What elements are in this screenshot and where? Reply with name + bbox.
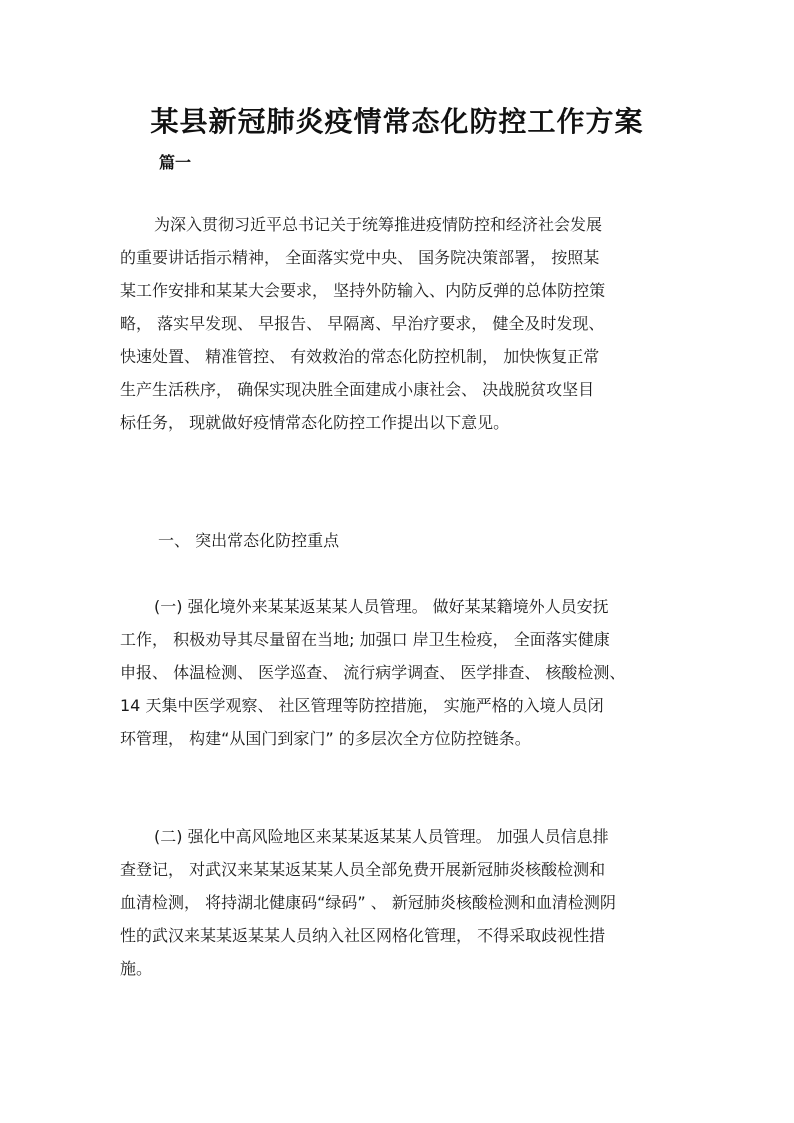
paragraph-line: 血清检测， 将持湖北健康码“绿码” 、 新冠肺炎核酸检测和血清检测阴 <box>120 893 616 912</box>
document-title: 某县新冠肺炎疫情常态化防控工作方案 <box>150 105 644 138</box>
item-one-paragraph <box>120 590 680 755</box>
paragraph-line: 某工作安排和某某大会要求， 坚持外防输入、内防反弹的总体防控策 <box>120 281 606 300</box>
paragraph-line: 标任务， 现就做好疫情常态化防控工作提出以下意见。 <box>120 413 510 432</box>
paragraph-line: 为深入贯彻习近平总书记关于统筹推进疫情防控和经济社会发展 <box>154 215 603 234</box>
paragraph-line: 略， 落实早发现、 早报告、 早隔离、早治疗要求， 健全及时发现、 <box>120 314 605 333</box>
paragraph-line: 申报、 体温检测、 医学巡查、 流行病学调查、 医学排查、 核酸检测、 <box>120 663 626 682</box>
paragraph-line: 性的武汉来某某返某某人员纳入社区网格化管理， 不得采取歧视性措 <box>120 926 606 945</box>
paragraph-line: 生产生活秩序， 确保实现决胜全面建成小康社会、 决战脱贫攻坚目 <box>120 380 595 399</box>
paragraph-line: 施。 <box>120 959 153 978</box>
document-subtitle: 篇一 <box>159 153 192 172</box>
paragraph-line: 快速处置、 精准管控、 有效救治的常态化防控机制， 加快恢复正常 <box>120 347 600 366</box>
paragraph-line: 工作， 积极劝导其尽量留在当地; 加强口 岸卫生检疫， 全面落实健康 <box>120 630 610 649</box>
section-heading: 一、 突出常态化防控重点 <box>158 531 340 550</box>
paragraph-line: 查登记， 对武汉来某某返某某人员全部免费开展新冠肺炎核酸检测和 <box>120 860 606 879</box>
item-two-paragraph <box>120 820 680 985</box>
paragraph-line: (一) 强化境外来某某返某某人员管理。 做好某某籍境外人员安抚 <box>154 597 609 616</box>
paragraph-line: 的重要讲话指示精神， 全面落实党中央、 国务院决策部署， 按照某 <box>120 248 600 267</box>
paragraph-line: 14 天集中医学观察、 社区管理等防控措施， 实施严格的入境人员闭 <box>120 696 604 715</box>
paragraph-line: 环管理， 构建“从国门到家门” 的多层次全方位防控链条。 <box>120 729 531 748</box>
intro-paragraph <box>120 208 680 439</box>
paragraph-line: (二) 强化中高风险地区来某某返某某人员管理。 加强人员信息排 <box>154 827 609 846</box>
